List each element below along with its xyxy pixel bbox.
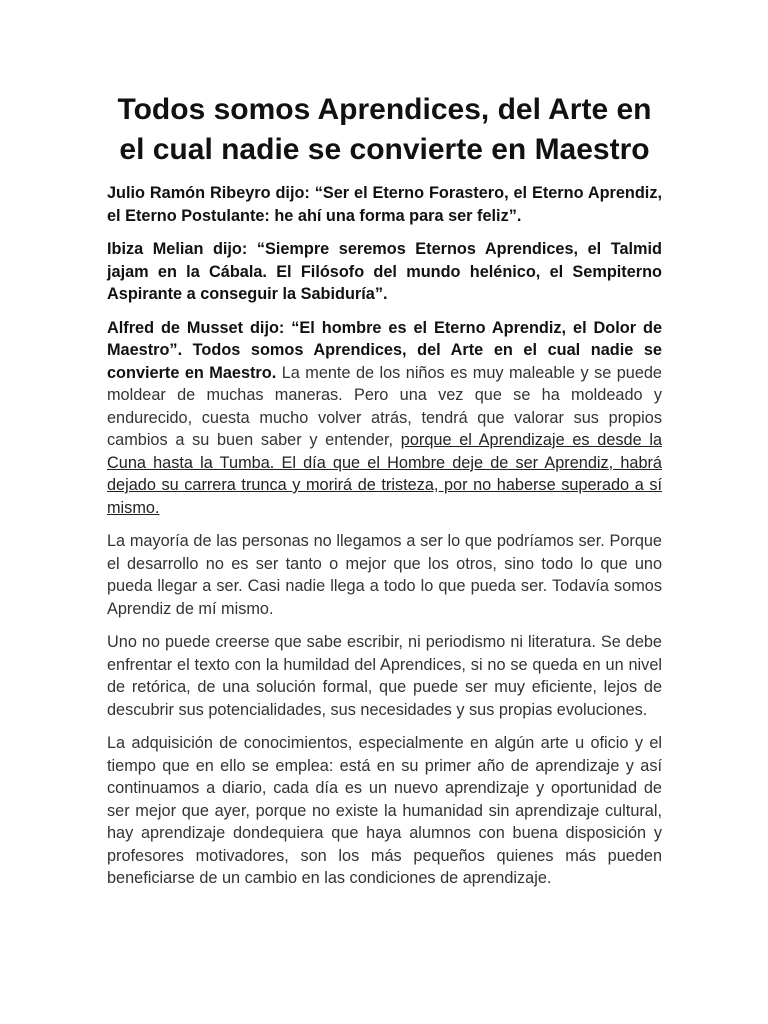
document-title: Todos somos Aprendices, del Arte en el cual nadie se convierte en Maestro [117, 93, 652, 166]
paragraph-melian-quote: Ibiza Melian dijo: “Siempre seremos Eternos Aprendices, el Talmid jajam en la Cábala. El Filósofo del mundo helénico, el Sempiterno Aspirante a conseguir la Sabiduría”. [107, 240, 662, 303]
paragraph-adquisicion: La adquisición de conocimientos, especialmente en algún arte u oficio y el tiempo que en ello se emplea: está en su primer año de aprendizaje y así continuamos a diario, cada día es un nuevo aprendizaje y oportunidad de ser mejor que ayer, porque no existe la humanidad sin aprendizaje cultural, hay aprendizaje dondequiera que haya alumnos con buena disposición y profesores motivadores, son los más pequeños quienes más pueden beneficiarse de un cambio en las condiciones de aprendizaje. [107, 734, 662, 887]
paragraph-ribeyro-quote: Julio Ramón Ribeyro dijo: “Ser el Eterno Forastero, el Eterno Aprendiz, el Eterno Postulante: he ahí una forma para ser feliz”. [107, 184, 662, 225]
paragraph-musset-bold: Alfred de Musset dijo: “El hombre es el Eterno Aprendiz, el Dolor de Maestro”. Todos somos Aprendices, del Arte en el cual nadie se convierte en Maestro. [107, 318, 662, 382]
document-page [107, 90, 662, 901]
paragraph-desarrollo: La mayoría de las personas no llegamos a ser lo que podríamos ser. Porque el desarrollo no es ser tanto o mejor que los otros, sino todo lo que uno pueda llegar a ser. Casi nadie llega a todo lo que pueda ser. Todavía somos Aprendiz de mí mismo. [107, 532, 662, 618]
paragraph-musset-quote [107, 317, 662, 520]
paragraph-escribir: Uno no puede creerse que sabe escribir, ni periodismo ni literatura. Se debe enfrentar el texto con la humildad del Aprendices, si no se queda en un nivel de retórica, de una solución formal, que puede ser muy eficiente, lejos de descubrir sus potencialidades, sus necesidades y sus propias evoluciones. [107, 633, 662, 719]
paragraph-musset-regular: La mente de los niños es muy maleable y se puede moldear de muchas maneras. Pero una vez que se ha moldeado y endurecido, cuesta mucho volver atrás, tendrá que valorar sus propios cambios a su buen saber y entender, [107, 363, 662, 449]
paragraph-musset-underlined: porque el Aprendizaje es desde la Cuna hasta la Tumba. El día que el Hombre deje de ser Aprendiz, habrá dejado su carrera trunca y morirá de tristeza, por no haberse superado a sí mismo. [107, 431, 662, 517]
